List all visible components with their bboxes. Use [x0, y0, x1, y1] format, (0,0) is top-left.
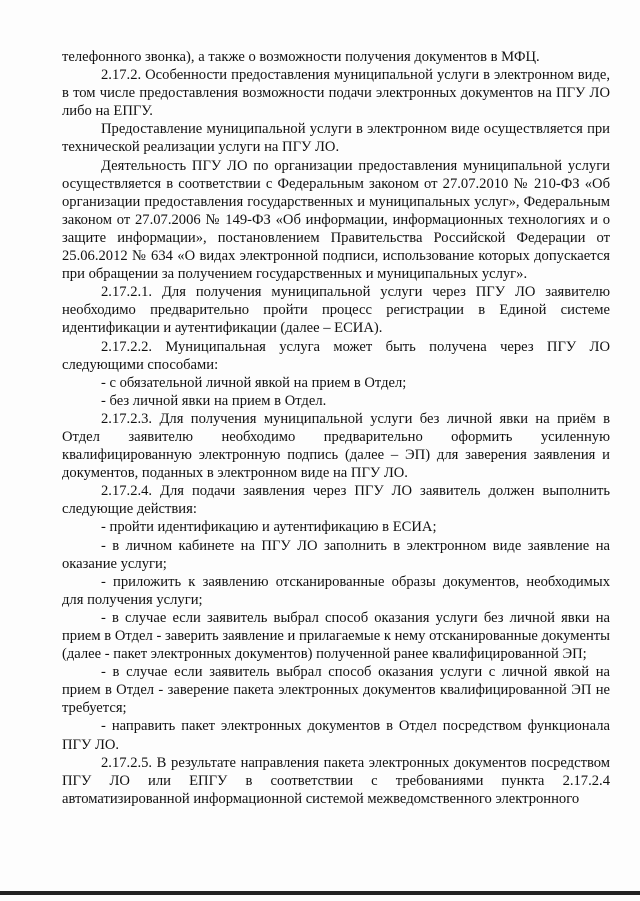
paragraph: телефонного звонка), а также о возможности получения документов в МФЦ.: [62, 49, 540, 65]
paragraph: 2.17.2.1. Для получения муниципальной услуги через ПГУ ЛО заявителю необходимо предварительно пройти процесс регистрации в Единой системе идентификации и аутентификации (далее – ЕСИА).: [62, 284, 610, 337]
paragraph: 2.17.2.3. Для получения муниципальной услуги без личной явки на приём в Отдел заявителю необходимо предварительно оформить усиленную квалифицированную электронную подпись (далее – ЭП) для заверения заявления и документов, поданных в электронном виде на ПГУ ЛО.: [62, 410, 610, 482]
list-item: - без личной явки на прием в Отдел.: [101, 392, 327, 409]
paragraph: Деятельность ПГУ ЛО по организации предоставления муниципальной услуги осуществляется в соответствии с Федеральным законом от 27.07.2010 № 210-ФЗ «Об организации предоставления государственных и муниципальных услуг», Федеральным законом от 27.07.2006 № 149-ФЗ «Об информации, информационных технологиях и о защите информации», постановлением Правительства Российской Федерации от 25.06.2012 № 634 «О видах электронной подписи, использование которых допускается при обращении за получением государственных и муниципальных услуг».: [62, 157, 610, 283]
list-item: - пройти идентификацию и аутентификацию в ЕСИА;: [101, 519, 437, 536]
list-item: - приложить к заявлению отсканированные образы документов, необходимых для получения услуги;: [62, 573, 610, 608]
paragraph: 2.17.2. Особенности предоставления муниципальной услуги в электронном виде, в том числе предоставления возможности подачи электронных документов на ПГУ ЛО либо на ЕПГУ.: [62, 67, 610, 120]
list-item: - в случае если заявитель выбрал способ оказания услуги с личной явкой на прием в Отдел - заверение пакета электронных документов квалифицированной ЭП не требуется;: [62, 664, 610, 717]
list-item: - в случае если заявитель выбрал способ оказания услуги без личной явки на прием в Отдел - заверить заявление и прилагаемые к нему отсканированные документы (далее - пакет электронных документов) полученной ранее квалифицированной ЭП;: [62, 609, 610, 663]
paragraph: 2.17.2.4. Для подачи заявления через ПГУ ЛО заявитель должен выполнить следующие действия:: [62, 483, 610, 518]
list-item: - направить пакет электронных документов в Отдел посредством функционала ПГУ ЛО.: [62, 718, 610, 753]
paragraph: 2.17.2.5. В результате направления пакета электронных документов посредством ПГУ ЛО или ЕПГУ в соответствии с требованиями пункта 2.17.2.4 автоматизированной информационной системой межведомственного электронного: [62, 754, 610, 807]
list-item: - с обязательной личной явкой на прием в Отдел;: [101, 374, 407, 391]
paragraph: 2.17.2.2. Муниципальная услуга может быть получена через ПГУ ЛО следующими способами:: [62, 338, 610, 373]
document-body: [62, 48, 610, 808]
scan-edge-bar: [0, 891, 640, 895]
list-item: - в личном кабинете на ПГУ ЛО заполнить в электронном виде заявление на оказание услуги;: [62, 537, 610, 572]
paragraph: Предоставление муниципальной услуги в электронном виде осуществляется при технической реализации услуги на ПГУ ЛО.: [62, 121, 610, 156]
